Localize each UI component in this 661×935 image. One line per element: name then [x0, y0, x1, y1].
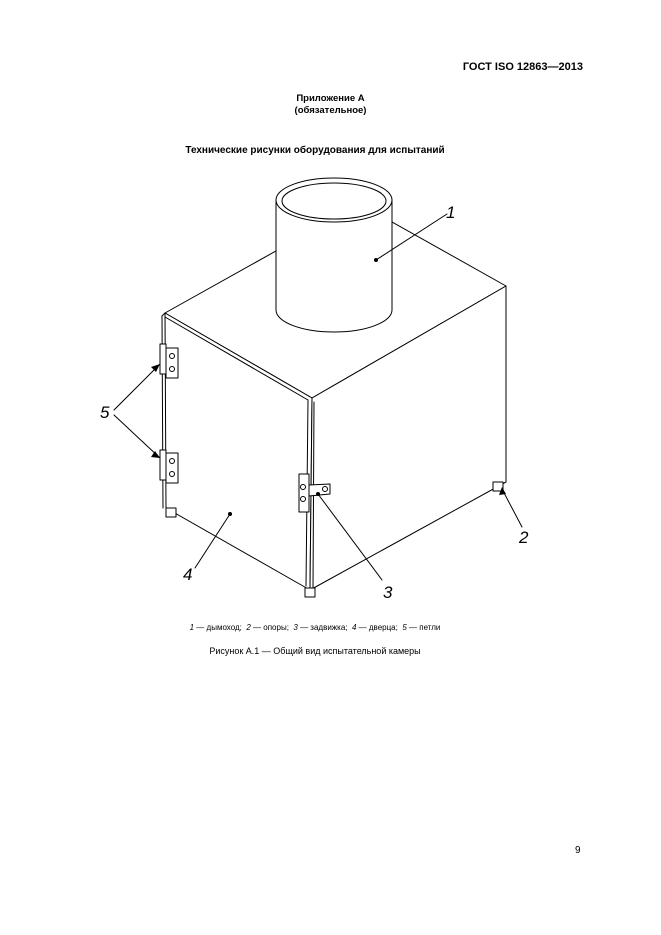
legend-item: 5 — петли — [402, 623, 441, 632]
figure-caption: Рисунок А.1 — Общий вид испытательной камеры — [209, 646, 421, 656]
legend-item: 2 — опоры; — [246, 623, 292, 632]
legend-item: 4 — дверца; — [351, 623, 401, 632]
callout-2: 2 — [519, 528, 529, 547]
callout-3: 3 — [383, 583, 393, 602]
page-number: 9 — [575, 845, 581, 856]
legend-item: 1 — дымоход; — [189, 623, 245, 632]
legend-item: 3 — задвижка; — [293, 623, 350, 632]
standard-code: ГОСТ ISO 12863—2013 — [462, 61, 583, 73]
callout-5: 5 — [100, 403, 110, 422]
chimney — [276, 178, 392, 332]
foot-left — [166, 508, 176, 517]
figure-legend — [0, 623, 630, 632]
foot-front — [305, 588, 315, 597]
hinge-upper — [160, 344, 178, 378]
section-title: Технические рисунки оборудования для испытаний — [185, 145, 445, 156]
hinge-lower — [160, 450, 178, 483]
annex-title: Приложение А — [296, 93, 365, 104]
callout-4: 4 — [183, 565, 193, 584]
callout-1: 1 — [446, 203, 456, 222]
annex-status: (обязательное) — [294, 105, 367, 116]
